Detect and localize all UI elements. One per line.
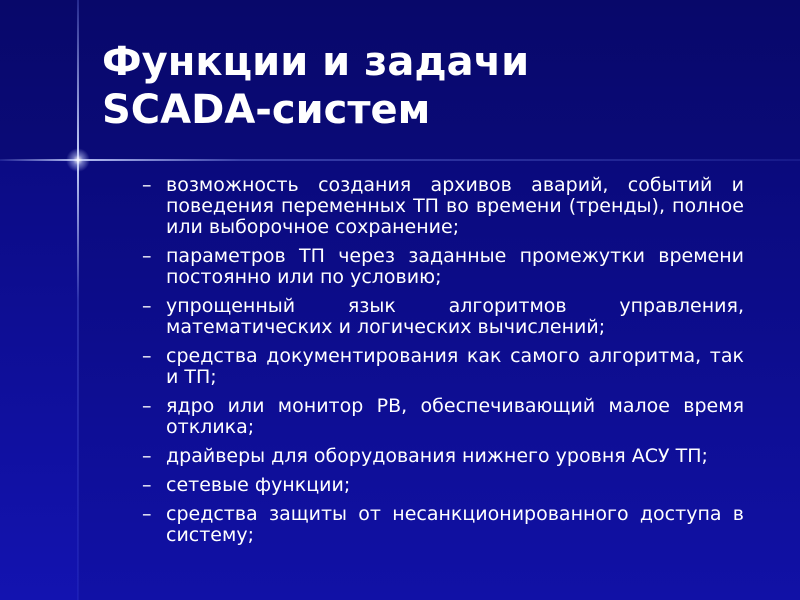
slide-title-line-2: SCADA-систем [102,87,431,133]
bullet-item [142,504,744,546]
bullet-text: упрощенный язык алгоритмов управления, математических и логических вычислений; [166,295,744,338]
vertical-accent-line [77,0,79,600]
bullet-item [142,346,744,388]
bullet-item [142,296,744,338]
left-band-decoration [0,160,78,600]
bullet-text: средства защиты от несанкционированного доступа в систему; [166,503,744,546]
slide-title [102,38,782,134]
bullet-dash: – [142,445,152,467]
horizontal-accent-line [0,159,800,161]
bullet-dash: – [142,345,152,367]
bullet-item [142,446,744,467]
bullet-dash: – [142,295,152,317]
sparkle-icon [66,148,90,172]
bullet-text: параметров ТП через заданные промежутки времени постоянно или по условию; [166,245,744,288]
bullet-dash: – [142,174,152,196]
bullet-text: ядро или монитор РВ, обеспечивающий малое время отклика; [166,395,744,438]
bullet-item [142,175,744,238]
bullet-list [142,175,744,554]
bullet-dash: – [142,503,152,525]
bullet-text: драйверы для оборудования нижнего уровня АСУ ТП; [166,445,708,467]
bullet-item [142,246,744,288]
bullet-item [142,475,744,496]
bullet-item [142,396,744,438]
bullet-dash: – [142,474,152,496]
bullet-text: сетевые функции; [166,474,351,496]
bullet-dash: – [142,245,152,267]
bullet-text: средства документирования как самого алгоритма, так и ТП; [166,345,744,388]
bullet-dash: – [142,395,152,417]
bullet-text: возможность создания архивов аварий, событий и поведения переменных ТП во времени (тренды), полное или выборочное сохранение; [166,174,744,238]
slide-title-line-1: Функции и задачи [102,39,530,85]
